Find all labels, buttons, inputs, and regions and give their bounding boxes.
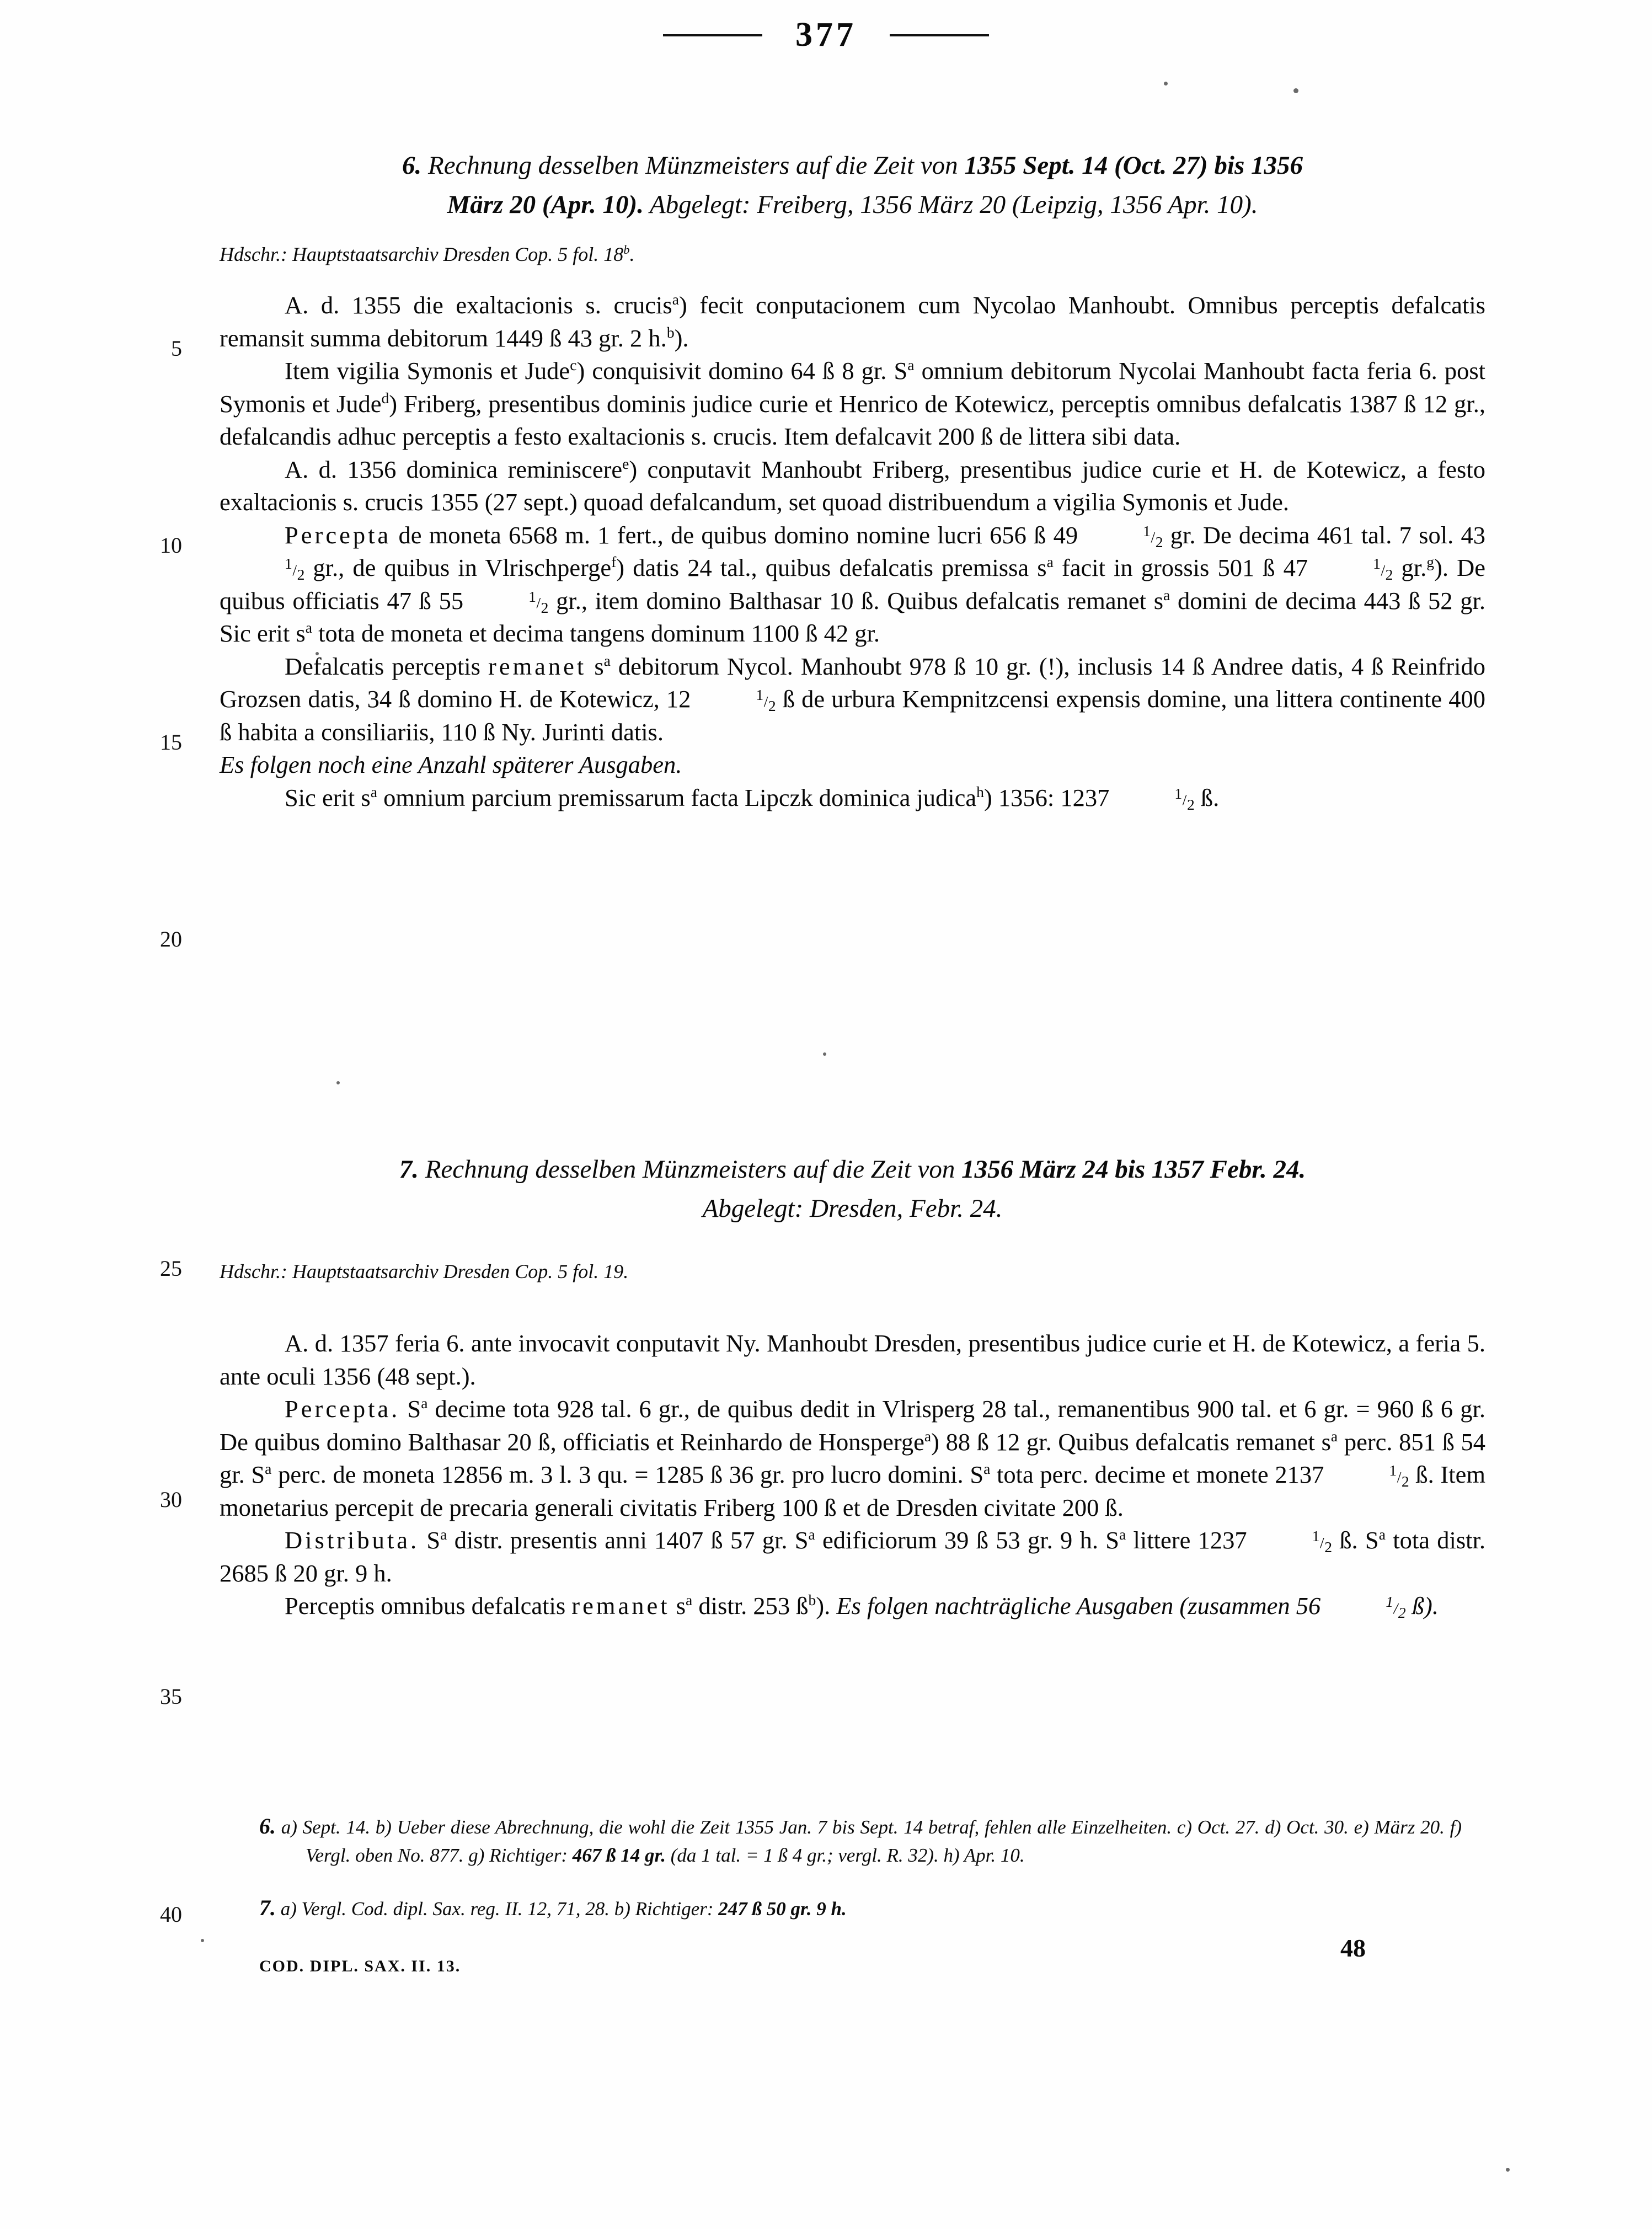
- solidus: /: [1397, 1468, 1402, 1485]
- line-number-10: 10: [160, 533, 182, 558]
- footnote-b: b) Ueber diese Abrechnung, die wohl die Zeit 1355 Jan. 7 bis Sept. 14 betraf, fehlen alle Einzelheiten.: [370, 1816, 1172, 1838]
- summa-superscript: a: [421, 1394, 428, 1412]
- section-6-source: [220, 243, 1485, 266]
- summa-superscript: a: [686, 1591, 693, 1609]
- footnote-group-label: 7.: [259, 1895, 276, 1920]
- paragraph: [220, 650, 1485, 749]
- text-run: A. d. 1355 die exaltacionis s. crucis: [285, 291, 672, 319]
- scan-speck: [336, 1081, 340, 1084]
- fraction: [691, 687, 776, 713]
- text-run: ) fecit conputacionem cum Nycolao Manhoubt. Omnibus perceptis defalcatis remansit summa debitorum 1449 ß 43 gr. 2 h.: [220, 291, 1485, 352]
- text-run: ) conquisivit domino 64 ß 8 gr. S: [576, 357, 908, 384]
- text-run: ).: [674, 324, 689, 352]
- section-7-body: [220, 1327, 1485, 1623]
- text-run: edificiorum 39 ß 53 gr. 9 h. S: [815, 1526, 1120, 1554]
- paragraph: [220, 289, 1485, 355]
- footnote-ref-e: e: [622, 455, 629, 472]
- source-folio-sup: b: [623, 243, 630, 256]
- fraction: [1247, 1528, 1332, 1554]
- footnote-group-7: [259, 1894, 1462, 1923]
- solidus: /: [536, 594, 541, 612]
- footnote-ref-h: h: [976, 783, 984, 800]
- summa-superscript: a: [603, 651, 611, 669]
- text-run: Item vigilia Symonis et Jude: [285, 357, 570, 384]
- imprint-line: COD. DIPL. SAX. II. 13.: [259, 1957, 461, 1975]
- section-7-heading-text: Rechnung desselben Münzmeisters auf die Zeit von: [425, 1155, 962, 1184]
- section-6: [220, 146, 1485, 814]
- running-head: [0, 15, 1652, 55]
- text-run: S: [400, 1395, 421, 1423]
- scan-speck: [1293, 88, 1298, 93]
- text-run: ß.: [1194, 783, 1220, 811]
- denominator: 2: [1385, 565, 1393, 583]
- text-run: ) datis 24 tal., quibus defalcatis premissa s: [616, 554, 1047, 581]
- text-run: facit in grossis 501 ß 47: [1053, 554, 1308, 581]
- footnote-e: e) März 20.: [1348, 1816, 1445, 1838]
- numerator: 1: [1386, 1593, 1394, 1611]
- section-7-source: Hdschr.: Hauptstaatsarchiv Dresden Cop. 5 fol. 19.: [220, 1260, 629, 1282]
- paragraph: [220, 519, 1485, 650]
- text-run: decime tota 928 tal. 6 gr., de quibus dedit in Vlrisperg 28 tal., remanentibus 900 tal. et 6 gr. = 960 ß 6 gr. De quibus domino Balthasar 20 ß, officiatis et Reinhardo de Honsperge: [220, 1395, 1486, 1456]
- footnote-g: g) Richtiger:: [463, 1845, 573, 1866]
- summa-superscript: a: [1330, 1427, 1338, 1445]
- numerator: 1: [1174, 784, 1183, 802]
- footnote-d: d) Oct. 30.: [1259, 1816, 1349, 1838]
- text-run: de moneta 6568 m. 1 fert., de quibus domino nomine lucri 656 ß 49: [391, 521, 1078, 549]
- footnote-ref-f: f: [611, 553, 617, 571]
- text-run: gr., de quibus in Vlrischperge: [304, 554, 612, 581]
- paragraph: [220, 1590, 1485, 1623]
- scan-speck: [201, 1939, 204, 1942]
- section-7: [220, 1150, 1485, 1623]
- denominator: 2: [297, 565, 305, 583]
- summa-superscript: a: [265, 1460, 272, 1478]
- text-run: distr. 253 ß: [692, 1592, 809, 1619]
- solidus: /: [1381, 561, 1386, 579]
- text-run: s: [670, 1592, 686, 1619]
- line-number-15: 15: [160, 730, 182, 755]
- paragraph: [220, 355, 1485, 453]
- line-number-35: 35: [160, 1684, 182, 1709]
- head-rule-right: [890, 34, 989, 36]
- text-run: tota perc. decime et monete 2137: [990, 1461, 1324, 1488]
- text-run: ) 1356: 1237: [983, 783, 1110, 811]
- scan-speck: [823, 1052, 826, 1056]
- emphasis-remanet: remanet: [488, 652, 587, 680]
- text-run: tota distr. 2685 ß 20 gr. 9 h.: [220, 1526, 1486, 1587]
- section-6-heading-dates2: März 20 (Apr. 10).: [447, 190, 644, 219]
- text-run: ) conputavit Manhoubt Friberg, presentibus judice curie et H. de Kotewicz, a festo exaltacionis s. crucis 1355 (27 sept.) quoad defalcandum, set quoad distribuendum a vigilia Symonis et Jude.: [220, 455, 1485, 516]
- summa-superscript: a: [983, 1460, 991, 1478]
- text-run: ). De quibus officiatis 47 ß 55: [220, 554, 1485, 614]
- footnote-ref-a: a: [924, 1427, 932, 1445]
- text-run: ß de urbura Kempnitzcensi expensis domine, una littera continente 400 ß habita a consiliariis, 110 ß Ny. Jurinti datis.: [220, 685, 1485, 746]
- source-period: .: [629, 243, 635, 265]
- denominator: 2: [541, 598, 549, 616]
- numerator: 1: [756, 686, 764, 704]
- page-number: 377: [795, 16, 857, 54]
- line-number-20: 20: [160, 927, 182, 952]
- solidus: /: [1393, 1599, 1398, 1617]
- rubric-distributa: Distributa.: [285, 1526, 420, 1554]
- footnote-a: a) Sept. 14.: [276, 1816, 371, 1838]
- editorial-remark: Es folgen nachträgliche Ausgaben (zusammen 56: [836, 1592, 1321, 1619]
- denominator: 2: [1401, 1472, 1409, 1490]
- solidus: /: [1182, 791, 1187, 809]
- footnote-ref-a: a: [672, 291, 679, 308]
- footnote-block: [259, 1812, 1462, 1923]
- text-run: ) 88 ß 12 gr. Quibus defalcatis remanet s: [931, 1428, 1331, 1456]
- solidus: /: [292, 561, 297, 579]
- footnote-f: f) Vergl. oben No. 877.: [306, 1816, 1462, 1866]
- text-run: ).: [816, 1592, 837, 1619]
- text-run: Perceptis omnibus defalcatis: [285, 1592, 572, 1619]
- emphasis-remanet: remanet: [571, 1592, 670, 1619]
- numerator: 1: [285, 555, 292, 573]
- section-6-heading: [220, 146, 1485, 224]
- section-6-number: 6.: [402, 151, 422, 180]
- text-run: perc. de moneta 12856 m. 3 l. 3 qu. = 1285 ß 36 gr. pro lucro domini. S: [271, 1461, 984, 1488]
- section-6-heading-dates: 1355 Sept. 14 (Oct. 27) bis 1356: [964, 151, 1303, 180]
- solidus: /: [1151, 528, 1156, 546]
- footnote-ref-g: g: [1426, 553, 1435, 571]
- sheet-signature: 48: [1340, 1934, 1366, 1962]
- line-number-40: 40: [160, 1902, 182, 1927]
- footnote-group-label: 6.: [259, 1814, 276, 1838]
- summa-superscript: a: [370, 783, 377, 800]
- footnote-ref-c: c: [570, 356, 577, 374]
- text-run: gr.: [1393, 554, 1427, 581]
- text-run: gr. De decima 461 tal. 7 sol. 43: [1163, 521, 1485, 549]
- text-run: omnium parcium premissarum facta Lipczk dominica judica: [377, 783, 977, 811]
- text-run: gr., item domino Balthasar 10 ß. Quibus defalcatis remanet s: [548, 586, 1164, 614]
- text-run: distr. presentis anni 1407 ß 57 gr. S: [447, 1526, 809, 1554]
- denominator: 2: [768, 697, 776, 714]
- editorial-remark: Es folgen noch eine Anzahl späterer Ausgaben.: [220, 751, 682, 778]
- fraction: [1324, 1463, 1409, 1489]
- summa-superscript: a: [907, 356, 915, 374]
- denominator: 2: [1186, 795, 1195, 813]
- section-7-heading-dates: 1356 März 24 bis 1357 Febr. 24.: [961, 1155, 1306, 1184]
- paragraph-editorial-note: [220, 749, 1485, 782]
- text-run: ß. S: [1332, 1526, 1379, 1554]
- section-6-heading-text: Rechnung desselben Münzmeisters auf die Zeit von: [427, 151, 965, 180]
- summa-superscript: a: [1119, 1526, 1126, 1543]
- footnote-g-value: 467 ß 14 gr.: [572, 1845, 666, 1866]
- fraction: [1078, 523, 1163, 549]
- text-run: perc. 851 ß 54 gr. S: [220, 1428, 1485, 1488]
- fraction: [1308, 556, 1393, 582]
- summa-superscript: a: [808, 1526, 815, 1543]
- source-text: Hdschr.: Hauptstaatsarchiv Dresden Cop. 5 fol. 18: [220, 243, 624, 265]
- text-run: omnium debitorum Nycolai Manhoubt facta feria 6. post Symonis et Jude: [220, 357, 1486, 418]
- summa-superscript: a: [440, 1526, 447, 1543]
- numerator: 1: [528, 587, 536, 605]
- solidus: /: [763, 692, 768, 710]
- footnote-group-6: [259, 1812, 1462, 1869]
- text-run: Sic erit s: [285, 783, 371, 811]
- numerator: 1: [1389, 1462, 1397, 1479]
- text-run: littere 1237: [1126, 1526, 1247, 1554]
- head-rule-left: [663, 34, 762, 36]
- denominator: 2: [1324, 1538, 1332, 1556]
- scan-speck: [1164, 82, 1168, 85]
- section-7-heading: [220, 1150, 1485, 1228]
- text-run: s: [586, 652, 604, 680]
- rubric-percepta: Percepta: [285, 521, 392, 549]
- fraction: [220, 556, 304, 582]
- footnotes: [259, 1812, 1462, 1923]
- footnote-a: a) Vergl. Cod. dipl. Sax. reg. II. 12, 71, 28.: [276, 1898, 610, 1920]
- footnote-ref-b: b: [808, 1591, 816, 1609]
- fraction: [463, 589, 548, 615]
- section-7-heading-place: Abgelegt: Dresden, Febr. 24.: [702, 1194, 1003, 1223]
- text-run: S: [419, 1526, 441, 1554]
- summa-superscript: a: [1378, 1526, 1386, 1543]
- denominator: 2: [1398, 1603, 1406, 1621]
- footnote-h: h) Apr. 10.: [938, 1845, 1025, 1866]
- scan-speck: [1506, 2168, 1510, 2172]
- line-number-25: 25: [160, 1256, 182, 1281]
- text-run: Defalcatis perceptis: [285, 652, 488, 680]
- section-7-number: 7.: [399, 1155, 419, 1184]
- footnote-ref-d: d: [381, 389, 389, 407]
- section-6-body: [220, 289, 1485, 814]
- text-run: ) Friberg, presentibus dominis judice curie et Henrico de Kotewicz, perceptis omnibus defalcatis 1387 ß 12 gr., defalcandis adhuc perceptis a festo exaltacionis s. crucis. Item defalcavit 200 ß de littera sibi data.: [220, 389, 1485, 450]
- fraction: [1109, 786, 1194, 812]
- text-run: A. d. 1356 dominica reminiscere: [285, 455, 623, 483]
- fraction: [1320, 1594, 1405, 1620]
- paragraph: [220, 1524, 1485, 1590]
- paragraph: [220, 782, 1485, 815]
- summa-superscript: a: [1046, 553, 1054, 571]
- footnote-ref-b: b: [666, 323, 675, 341]
- line-number-5: 5: [171, 336, 182, 361]
- section-6-heading-place: Abgelegt: Freiberg, 1356 März 20 (Leipzig, 1356 Apr. 10).: [643, 190, 1258, 219]
- rubric-percepta: Percepta.: [285, 1395, 400, 1423]
- footnote-b-value: 247 ß 50 gr. 9 h.: [718, 1898, 847, 1920]
- footnote-c: c) Oct. 27.: [1172, 1816, 1260, 1838]
- paragraph: [220, 1393, 1485, 1524]
- numerator: 1: [1143, 522, 1151, 539]
- line-number-30: 30: [160, 1487, 182, 1512]
- paragraph: [220, 453, 1485, 519]
- editorial-remark: ß).: [1405, 1592, 1439, 1619]
- text-run: tota de moneta et decima tangens dominum 1100 ß 42 gr.: [312, 619, 880, 647]
- summa-superscript: a: [305, 619, 312, 637]
- footnote-b: b) Richtiger:: [609, 1898, 719, 1920]
- numerator: 1: [1312, 1527, 1320, 1545]
- text-run: debitorum Nycol. Manhoubt 978 ß 10 gr. (!), inclusis 14 ß Andree datis, 4 ß Reinfrido Grozsen datis, 34 ß domino H. de Kotewicz, 12: [220, 652, 1485, 713]
- text-run: domini de decima 443 ß 52 gr. Sic erit s: [220, 586, 1485, 647]
- numerator: 1: [1373, 555, 1381, 573]
- denominator: 2: [1155, 533, 1163, 550]
- paragraph: A. d. 1357 feria 6. ante invocavit conputavit Ny. Manhoubt Dresden, presentibus judice curie et H. de Kotewicz, a feria 5. ante oculi 1356 (48 sept.).: [220, 1329, 1485, 1390]
- text-run: ß. Item monetarius percepit de precaria generali civitatis Friberg 100 ß et de Dresden civitate 200 ß.: [220, 1461, 1485, 1521]
- footnote-g-tail: (da 1 tal. = 1 ß 4 gr.; vergl. R. 32).: [665, 1845, 939, 1866]
- summa-superscript: a: [1163, 586, 1170, 603]
- solidus: /: [1319, 1533, 1324, 1551]
